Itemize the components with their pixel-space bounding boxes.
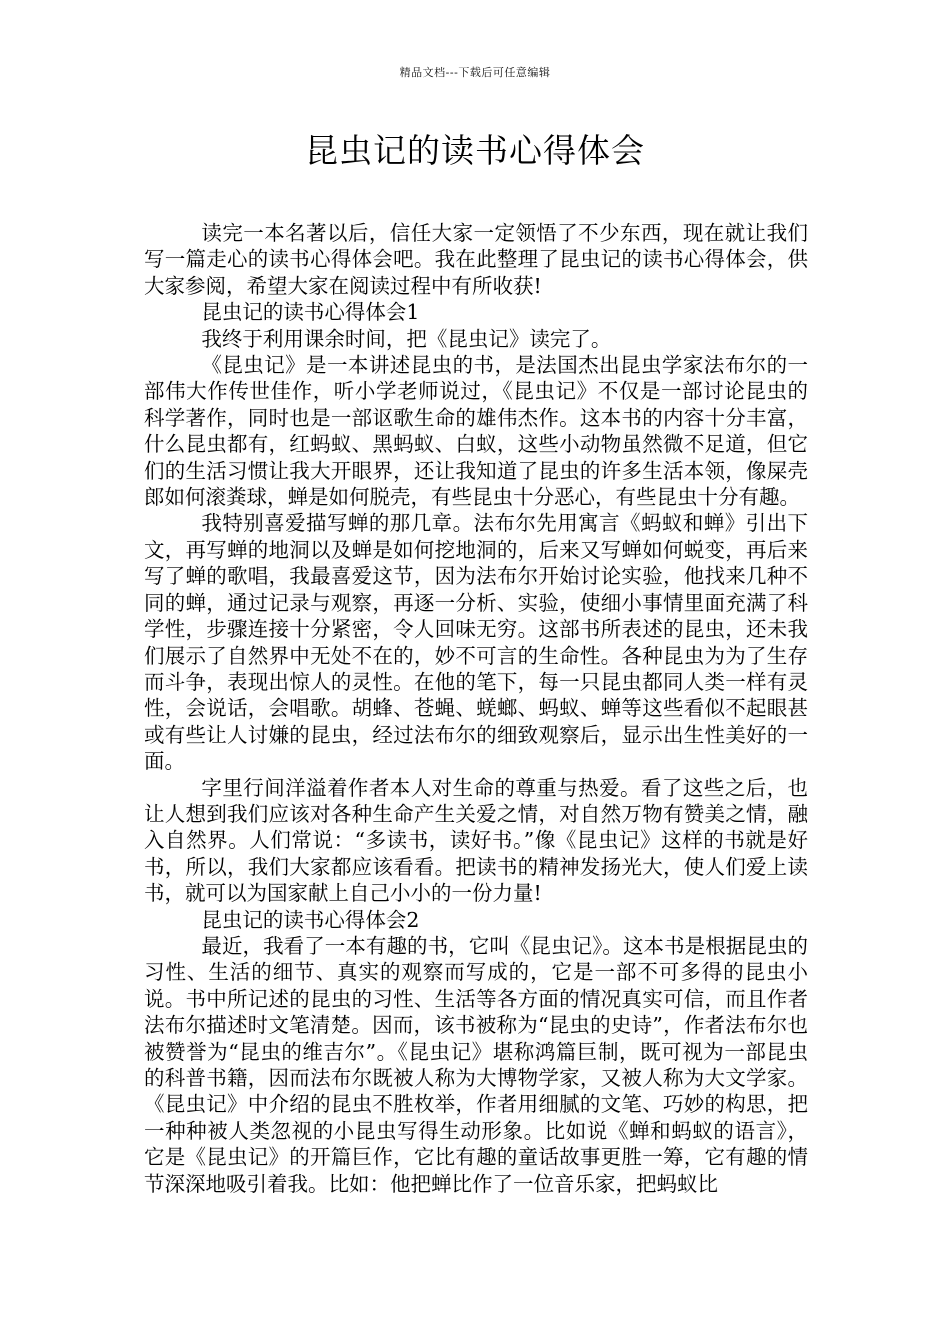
document-body bbox=[144, 220, 808, 1197]
paragraph: 《昆虫记》是一本讲述昆虫的书，是法国杰出昆虫学家法布尔的一部伟大作传世佳作，听小学老师说过，《昆虫记》不仅是一部讨论昆虫的科学著作，同时也是一部讴歌生命的雄伟杰作。这本书的内容十分丰富，什么昆虫都有，红蚂蚁、黑蚂蚁、白蚁，这些小动物虽然微不足道，但它们的生活习惯让我大开眼界，还让我知道了昆虫的许多生活本领，像屎壳郎如何滚粪球，蝉是如何脱壳，有些昆虫十分恶心，有些昆虫十分有趣。 bbox=[144, 353, 808, 510]
page-header: 精品文档---下载后可任意编辑 bbox=[399, 66, 551, 79]
paragraph: 字里行间洋溢着作者本人对生命的尊重与热爱。看了这些之后，也让人想到我们应该对各种生命产生关爱之情，对自然万物有赞美之情，融入自然界。人们常说：“多读书，读好书。”像《昆虫记》这样的书就是好书，所以，我们大家都应该看看。把读书的精神发扬光大，使人们爱上读书，就可以为国家献上自己小小的一份力量! bbox=[144, 775, 808, 906]
section-heading-2: 昆虫记的读书心得体会2 bbox=[201, 907, 420, 932]
paragraph: 我特别喜爱描写蝉的那几章。法布尔先用寓言《蚂蚁和蝉》引出下文，再写蝉的地洞以及蝉是如何挖地洞的，后来又写蝉如何蜕变，再后来写了蝉的歌唱，我最喜爱这节，因为法布尔开始讨论实验，他找来几种不同的蝉，通过记录与观察，再逐一分析、实验，使细小事情里面充满了科学性，步骤连接十分紧密，令人回味无穷。这部书所表述的昆虫，还未我们展示了自然界中无处不在的，妙不可言的生命性。各种昆虫为为了生存而斗争，表现出惊人的灵性。在他的笔下，每一只昆虫都同人类一样有灵性，会说话，会唱歌。胡蜂、苍蝇、蜣螂、蚂蚁、蝉等这些看似不起眼甚或有些让人讨嫌的昆虫，经过法布尔的细致观察后，显示出生性美好的一面。 bbox=[144, 511, 808, 774]
paragraph-intro: 读完一本名著以后，信任大家一定领悟了不少东西，现在就让我们写一篇走心的读书心得体会吧。我在此整理了昆虫记的读书心得体会，供大家参阅，希望大家在阅读过程中有所收获! bbox=[144, 221, 808, 298]
section-heading-1: 昆虫记的读书心得体会1 bbox=[201, 300, 420, 325]
paragraph: 我终于利用课余时间，把《昆虫记》读完了。 bbox=[201, 326, 612, 351]
paragraph: 最近，我看了一本有趣的书，它叫《昆虫记》。这本书是根据昆虫的习性、生活的细节、真实的观察而写成的，它是一部不可多得的昆虫小说。书中所记述的昆虫的习性、生活等各方面的情况真实可信，而且作者法布尔描述时文笔清楚。因而，该书被称为“昆虫的史诗”，作者法布尔也被赞誉为“昆虫的维吉尔”。《昆虫记》堪称鸿篇巨制，既可视为一部昆虫的科普书籍，因而法布尔既被人称为大博物学家，又被人称为大文学家。《昆虫记》中介绍的昆虫不胜枚举，作者用细腻的文笔、巧妙的构思，把一种种被人类忽视的小昆虫写得生动形象。比如说《蝉和蚂蚁的语言》，它是《昆虫记》的开篇巨作，它比有趣的童话故事更胜一筹，它有趣的情节深深地吸引着我。比如：他把蝉比作了一位音乐家，把蚂蚁比 bbox=[144, 933, 808, 1196]
document-title: 昆虫记的读书心得体会 bbox=[305, 131, 645, 170]
